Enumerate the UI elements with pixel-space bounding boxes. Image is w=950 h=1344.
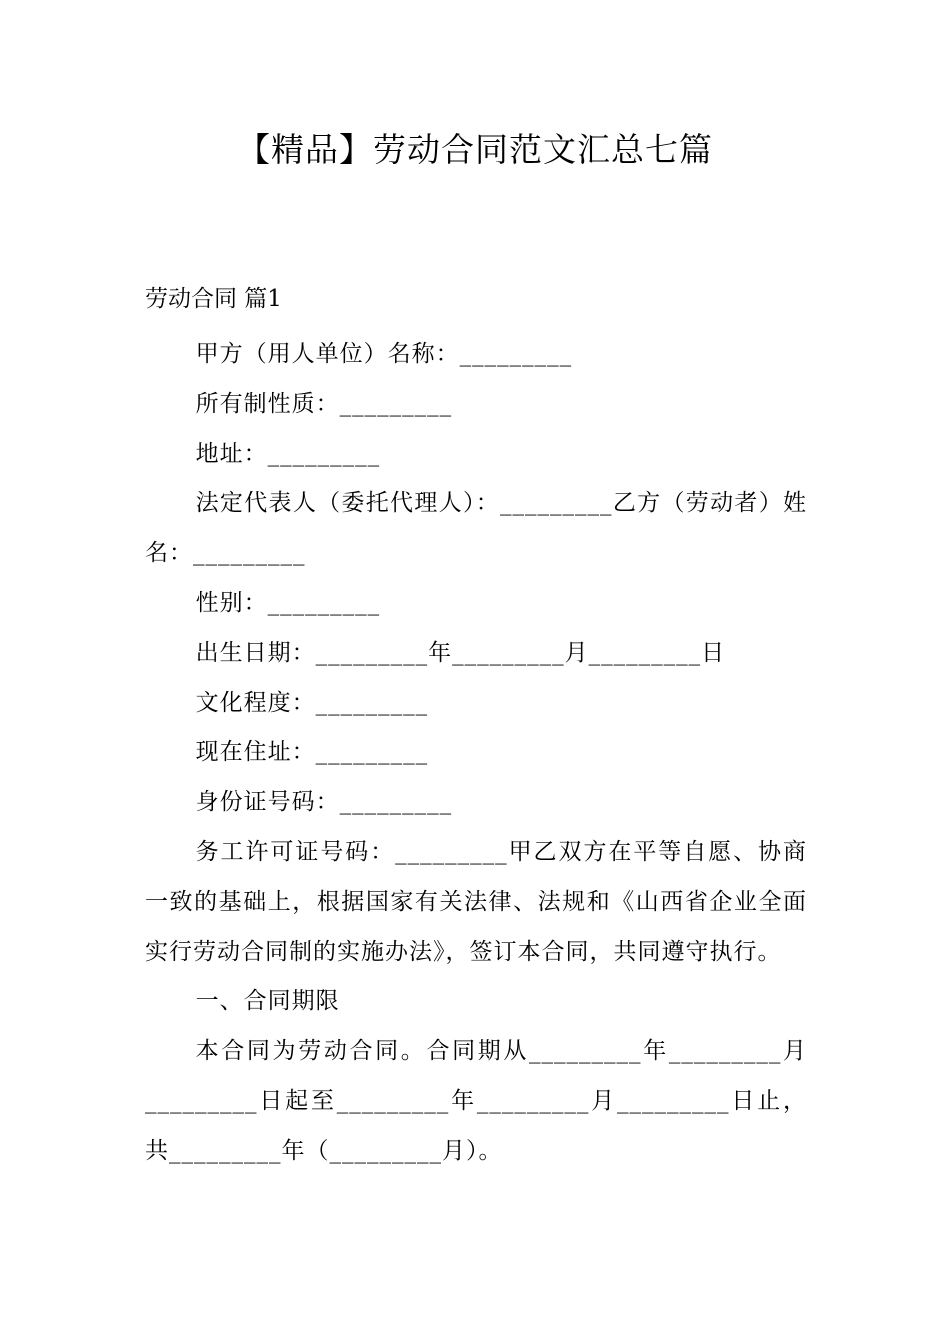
legal-representative-field: 法定代表人（委托代理人）：_________乙方（劳动者）姓名：_________ (145, 490, 807, 567)
address-field: 地址：_________ (195, 440, 381, 467)
birth-date-field: 出生日期：_________年_________月_________日 (195, 639, 726, 666)
clause-heading-term: 一、合同期限 (195, 988, 340, 1015)
contract-term-paragraph: 本合同为劳动合同。合同期从_________年_________月_________日起至_________年_________月_________日止，共_________年（_________月）。 (145, 1038, 807, 1164)
section-heading: 劳动合同 篇1 (145, 286, 282, 312)
current-address-field: 现在住址：_________ (195, 739, 429, 766)
work-permit-paragraph: 务工许可证号码：_________甲乙双方在平等自愿、协商一致的基础上，根据国家有关法律、法规和《山西省企业全面实行劳动合同制的实施办法》，签订本合同，共同遵守执行。 (145, 838, 807, 965)
id-number-field: 身份证号码：_________ (195, 789, 453, 816)
document-body (145, 330, 807, 1177)
education-field: 文化程度：_________ (195, 689, 429, 716)
party-a-name-field: 甲方（用人单位）名称：_________ (195, 341, 573, 367)
gender-field: 性别：_________ (195, 589, 381, 616)
ownership-type-field: 所有制性质：_________ (195, 390, 453, 417)
document-title: 【精品】劳动合同范文汇总七篇 (237, 130, 713, 169)
